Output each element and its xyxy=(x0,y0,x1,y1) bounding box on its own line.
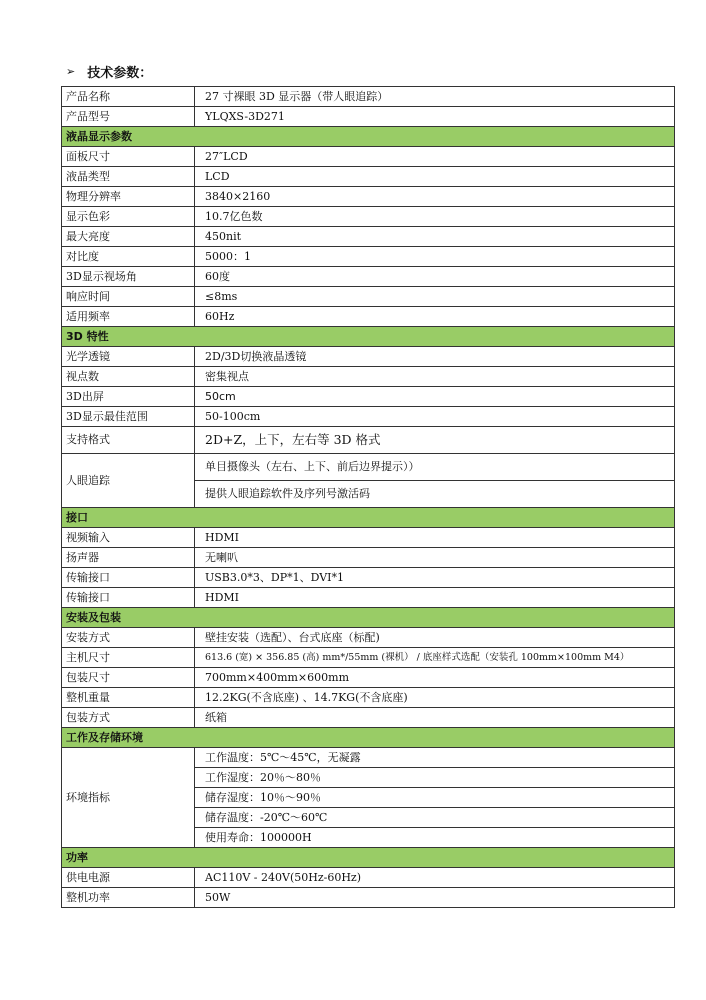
row-label: 主机尺寸 xyxy=(62,648,195,668)
row-value: 50-100cm xyxy=(195,407,675,427)
spec-table xyxy=(61,86,675,908)
table-row xyxy=(62,454,675,481)
row-label: 包装尺寸 xyxy=(62,668,195,688)
row-value: YLQXS-3D271 xyxy=(195,107,675,127)
row-label: 3D显示视场角 xyxy=(62,267,195,287)
row-value: 613.6 (宽) × 356.85 (高) mm*/55mm (裸机） / 底座样式选配（安装孔 100mm×100mm M4） xyxy=(195,648,675,668)
table-row xyxy=(62,407,675,427)
row-label: 物理分辨率 xyxy=(62,187,195,207)
row-value: 450nit xyxy=(195,227,675,247)
arrow-bullet-icon: ➢ xyxy=(66,65,76,78)
table-row xyxy=(62,147,675,167)
row-value: HDMI xyxy=(195,588,675,608)
row-value: HDMI xyxy=(195,528,675,548)
table-row xyxy=(62,247,675,267)
section-heading xyxy=(66,62,152,81)
section-header: 工作及存储环境 xyxy=(62,728,675,748)
row-value: 储存湿度：10％～90％ xyxy=(195,788,675,808)
row-label: 液晶类型 xyxy=(62,167,195,187)
row-value: 密集视点 xyxy=(195,367,675,387)
section-header: 液晶显示参数 xyxy=(62,127,675,147)
section-header: 安装及包装 xyxy=(62,608,675,628)
row-label: 对比度 xyxy=(62,247,195,267)
row-value: 27″LCD xyxy=(195,147,675,167)
table-row xyxy=(62,367,675,387)
row-label: 适用频率 xyxy=(62,307,195,327)
row-label: 产品名称 xyxy=(62,87,195,107)
section-header-row xyxy=(62,608,675,628)
table-row xyxy=(62,427,675,454)
row-value: 无喇叭 xyxy=(195,548,675,568)
table-row xyxy=(62,688,675,708)
table-row xyxy=(62,888,675,908)
row-label: 传输接口 xyxy=(62,568,195,588)
row-value: 单目摄像头（左右、上下、前后边界提示）） xyxy=(195,454,675,481)
row-label: 扬声器 xyxy=(62,548,195,568)
table-row xyxy=(62,227,675,247)
row-value: 12.2KG(不含底座) 、14.7KG(不含底座) xyxy=(195,688,675,708)
row-label: 视频输入 xyxy=(62,528,195,548)
row-value: 2D/3D切换液晶透镜 xyxy=(195,347,675,367)
section-header: 3D 特性 xyxy=(62,327,675,347)
row-label: 支持格式 xyxy=(62,427,195,454)
section-header-row xyxy=(62,508,675,528)
row-value: 工作温度：5℃～45℃，无凝露 xyxy=(195,748,675,768)
row-value: 2D+Z，上下，左右等 3D 格式 xyxy=(195,427,675,454)
row-value: 700mm×400mm×600mm xyxy=(195,668,675,688)
row-value: 10.7亿色数 xyxy=(195,207,675,227)
section-header: 接口 xyxy=(62,508,675,528)
row-value: ≤8ms xyxy=(195,287,675,307)
table-row xyxy=(62,868,675,888)
row-value: 工作湿度：20％～80％ xyxy=(195,768,675,788)
row-label: 环境指标 xyxy=(62,748,195,848)
row-label: 面板尺寸 xyxy=(62,147,195,167)
table-row xyxy=(62,548,675,568)
table-row xyxy=(62,628,675,648)
row-label: 供电电源 xyxy=(62,868,195,888)
row-value: 27 寸裸眼 3D 显示器（带人眼追踪） xyxy=(195,87,675,107)
table-row xyxy=(62,588,675,608)
row-value: 5000：1 xyxy=(195,247,675,267)
row-label: 3D出屏 xyxy=(62,387,195,407)
table-row xyxy=(62,307,675,327)
row-label: 包装方式 xyxy=(62,708,195,728)
row-label: 传输接口 xyxy=(62,588,195,608)
section-header-row xyxy=(62,327,675,347)
row-label: 3D显示最佳范围 xyxy=(62,407,195,427)
table-row xyxy=(62,568,675,588)
table-row xyxy=(62,87,675,107)
table-row xyxy=(62,347,675,367)
row-value: 壁挂安装（选配）、台式底座（标配) xyxy=(195,628,675,648)
table-row xyxy=(62,708,675,728)
table-row xyxy=(62,387,675,407)
row-label: 视点数 xyxy=(62,367,195,387)
table-row xyxy=(62,528,675,548)
row-value: 50cm xyxy=(195,387,675,407)
row-label: 人眼追踪 xyxy=(62,454,195,508)
row-label: 整机重量 xyxy=(62,688,195,708)
row-label: 安装方式 xyxy=(62,628,195,648)
row-value: 50W xyxy=(195,888,675,908)
table-row xyxy=(62,167,675,187)
table-row xyxy=(62,267,675,287)
row-value: 储存温度：-20℃～60℃ xyxy=(195,808,675,828)
table-row xyxy=(62,287,675,307)
row-label: 显示色彩 xyxy=(62,207,195,227)
row-label: 产品型号 xyxy=(62,107,195,127)
row-value: 提供人眼追踪软件及序列号激活码 xyxy=(195,481,675,508)
row-value: 60度 xyxy=(195,267,675,287)
row-value: 使用寿命：100000H xyxy=(195,828,675,848)
row-value: USB3.0*3、DP*1、DVI*1 xyxy=(195,568,675,588)
section-header-row xyxy=(62,127,675,147)
table-row xyxy=(62,107,675,127)
row-value: 3840×2160 xyxy=(195,187,675,207)
table-row xyxy=(62,748,675,768)
table-row xyxy=(62,648,675,668)
table-row xyxy=(62,187,675,207)
row-label: 响应时间 xyxy=(62,287,195,307)
section-header-row xyxy=(62,728,675,748)
row-label: 光学透镜 xyxy=(62,347,195,367)
row-label: 整机功率 xyxy=(62,888,195,908)
row-value: 纸箱 xyxy=(195,708,675,728)
table-row xyxy=(62,668,675,688)
row-value: LCD xyxy=(195,167,675,187)
section-title: 技术参数： xyxy=(87,66,153,81)
row-label: 最大亮度 xyxy=(62,227,195,247)
section-header: 功率 xyxy=(62,848,675,868)
row-value: 60Hz xyxy=(195,307,675,327)
row-value: AC110V - 240V(50Hz-60Hz) xyxy=(195,868,675,888)
section-header-row xyxy=(62,848,675,868)
table-row xyxy=(62,207,675,227)
